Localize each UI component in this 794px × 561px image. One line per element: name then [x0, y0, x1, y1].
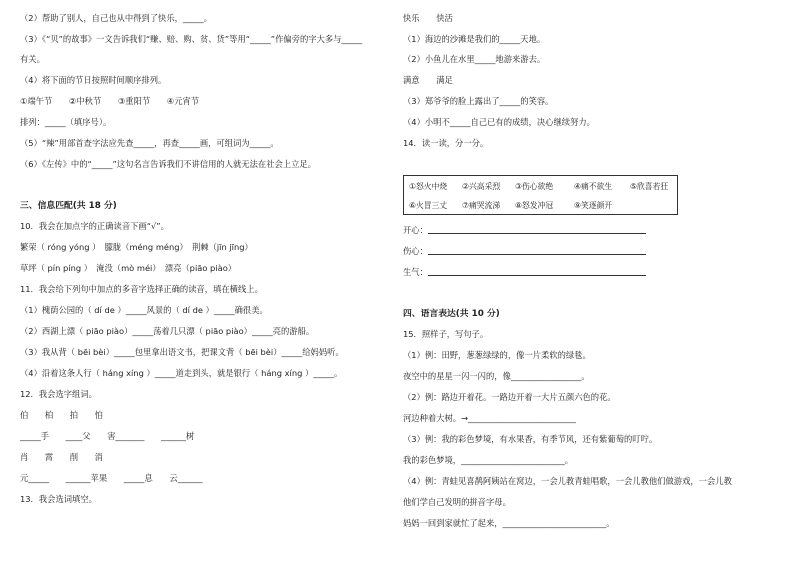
- word-pair-1: 快乐 快活: [403, 13, 453, 23]
- sad-label: 伤心：: [403, 246, 428, 256]
- q12-text: 12．我会选字组词。: [20, 389, 97, 399]
- festival-list: ①端午节 ②中秋节 ③重阳节 ④元宵节: [20, 96, 200, 106]
- idiom-4: ④痛不欲生: [574, 182, 613, 191]
- example-4: （4）例：青蛙见喜鹊阿姨站在窝边，一会儿教青蛙唱歌，一会儿教他们做游戏，一会儿教: [403, 476, 732, 486]
- q12-chars-2: 肖 霄 削 消: [20, 452, 103, 462]
- q10-row-2: 草坪（ pín píng ） 淹没（mò méi） 漂亮（piāo piào）: [20, 263, 237, 273]
- idiom-2: ②兴高采烈: [462, 182, 501, 191]
- example-1: （1）例：田野，葱葱绿绿的，像一片柔软的绿毯。: [403, 350, 591, 360]
- sad-row: [403, 246, 646, 257]
- happy-row: [403, 225, 646, 236]
- happy-blank: [428, 225, 646, 234]
- idiom-8: ⑧怒发冲冠: [515, 201, 554, 210]
- q6-text: （6）《左传》中的“_____”这句名言告诉我们不讲信用的人就无法在社会上立足。: [20, 159, 316, 169]
- q14-text: 14．读一读，分一分。: [403, 138, 489, 148]
- q11-sentence-1: （1）槐荫公园的（ dí de ）_____风景的（ dí de ）_____确很美。: [20, 305, 268, 315]
- fill-2: （2）小鱼儿在水里_____地游来游去。: [403, 54, 546, 64]
- sad-blank: [428, 246, 646, 255]
- q11-text: 11．我会给下列句中加点的多音字选择正确的读音，填在横线上。: [20, 284, 263, 294]
- idiom-3: ③伤心欲绝: [515, 182, 554, 191]
- q5-text: （5）“辣”用部首查字法应先查_____，再查_____画，可组词为_____。: [20, 138, 279, 148]
- word-pair-2: 满意 满足: [403, 75, 453, 85]
- example-2: （2）例：路边开着花。一路边开着一大片五颜六色的花。: [403, 392, 616, 402]
- q11-sentence-3: （3）我从背（ bēi bèi）_____包里拿出语文书，把课文背（ bēi bèi）_____给妈妈听。: [20, 347, 344, 357]
- angry-label: 生气：: [403, 267, 428, 277]
- idiom-box: [403, 175, 678, 215]
- idiom-5: ⑤欣喜若狂: [630, 182, 669, 191]
- idiom-9: ⑨笑逐颜开: [574, 201, 613, 210]
- q3-text: （3）《“贝”的故事》一文告诉我们“赚、赔、购、贫、货”等用“_____”作偏旁的字大多与_____: [20, 34, 363, 44]
- answer-2: 河边种着大树。→__________________________: [403, 413, 576, 423]
- q12-chars-1: 伯 柏 拍 怕: [20, 410, 103, 420]
- q11-sentence-4: （4）沿着这条人行（ háng xíng ）_____道走到头，就是银行（ háng xíng ）_____。: [20, 368, 343, 378]
- q10-row-1: 繁荣（ róng yóng ） 朦胧（méng méng） 荆棘（jīn jīng）: [20, 242, 253, 252]
- q4-text: （4）将下面的节日按照时间顺序排列。: [20, 75, 167, 85]
- section-3-heading: 三、信息匹配(共 18 分): [20, 201, 117, 211]
- section-4-heading: 四、语言表达(共 10 分): [403, 309, 500, 319]
- q3-text-cont: 有关。: [20, 54, 45, 64]
- answer-1: 夜空中的星星一闪一闪的，像_________________。: [403, 371, 590, 381]
- q11-sentence-2: （2）西湖上漂（ piāo piào）_____荡着几只漂（ piāo piào）_____亮的游船。: [20, 326, 315, 336]
- q2-text: （2）帮助了别人，自己也从中得到了快乐，_____。: [20, 13, 212, 23]
- angry-blank: [428, 267, 646, 276]
- q12-blanks-1: _____手 ____父 害_______ ______树: [20, 431, 195, 441]
- fill-1: （1）海边的沙滩是我们的_____天地。: [403, 34, 546, 44]
- order-answer: 排列：_____（填序号）。: [20, 117, 112, 127]
- idiom-7: ⑦痛哭流涕: [462, 201, 501, 210]
- fill-4: （4）小明不_____自己已有的成绩，决心继续努力。: [403, 117, 595, 127]
- example-3: （3）例：我的彩色梦境，有水果香，有季节风，还有紫葡萄的叮咛。: [403, 434, 658, 444]
- q10-text: 10．我会在加点字的正确读音下画“√”。: [20, 221, 169, 231]
- q12-blanks-2: 元_____ ______苹果 _____息 云______: [20, 473, 203, 483]
- q13-text: 13．我会选词填空。: [20, 494, 97, 504]
- idiom-1: ①怒火中烧: [409, 182, 448, 191]
- fill-3: （3）郑爷爷的脸上露出了_____的笑容。: [403, 96, 554, 106]
- idiom-6: ⑥火冒三丈: [409, 201, 448, 210]
- answer-3: 我的彩色梦境，_________________________。: [403, 455, 574, 465]
- q15-text: 15．照样子，写句子。: [403, 329, 489, 339]
- example-4-cont: 他们学自己发明的拼音字母。: [403, 497, 511, 507]
- happy-label: 开心：: [403, 225, 428, 235]
- answer-4: 妈妈一回到家就忙了起来，_________________________。: [403, 518, 615, 528]
- angry-row: [403, 267, 646, 278]
